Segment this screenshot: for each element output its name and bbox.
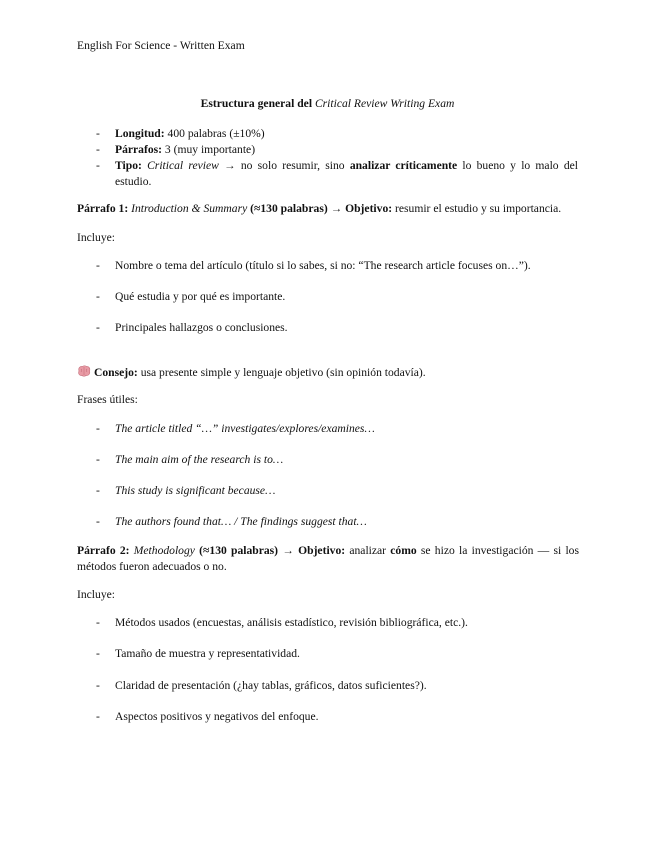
paragraphs-value: 3 (muy importante) [162, 143, 256, 156]
p2-include-2: Tamaño de muestra y representatividad. [115, 647, 300, 660]
p2-words: (≈130 palabras) [199, 544, 279, 557]
p2-objective-pre: analizar [345, 544, 391, 557]
p1-objective-label: Objetivo: [345, 202, 393, 215]
p2-include-3: Claridad de presentación (¿hay tablas, gráficos, datos suficientes?). [115, 679, 427, 692]
p2-includes-label: Incluye: [77, 588, 115, 601]
p2-objective-label: Objetivo: [298, 544, 346, 557]
type-bold: analizar críticamente [349, 159, 458, 172]
list-dash: - [96, 616, 100, 629]
list-dash: - [96, 679, 100, 692]
p1-words: (≈130 palabras) [250, 202, 328, 215]
title-bold: Estructura general del [200, 97, 315, 110]
page-header: English For Science - Written Exam [77, 39, 245, 52]
p1-include-2: Qué estudia y por qué es importante. [115, 290, 286, 303]
list-dash: - [96, 422, 100, 435]
p2-heading [77, 543, 579, 575]
p2-include-4: Aspectos positivos y negativos del enfoque. [115, 710, 319, 723]
type-label: Tipo: [115, 159, 142, 172]
p2-objective-post: se hizo la investigación — si los métodos fueron adecuados o no. [77, 544, 579, 573]
p1-arrow: → [327, 202, 346, 215]
list-dash: - [96, 127, 100, 140]
p1-include-1: Nombre o tema del artículo (título si lo sabes, si no: “The research article focuses on…”). [115, 259, 531, 272]
list-dash: - [96, 259, 100, 272]
tip-label: Consejo: [94, 366, 138, 379]
title-italic: Critical Review Writing Exam [314, 97, 455, 110]
p1-phrases-label: Frases útiles: [77, 393, 138, 406]
list-dash: - [96, 515, 100, 528]
p1-name: Introduction & Summary [131, 202, 248, 215]
p1-objective: resumir el estudio y su importancia. [392, 202, 562, 215]
brain-icon [77, 365, 91, 377]
p1-label: Párrafo 1: [77, 202, 129, 215]
list-dash: - [96, 453, 100, 466]
p2-include-1: Métodos usados (encuestas, análisis estadístico, revisión bibliográfica, etc.). [115, 616, 468, 629]
p1-include-3: Principales hallazgos o conclusiones. [115, 321, 288, 334]
tip-text: usa presente simple y lenguaje objetivo (sin opinión todavía). [137, 366, 426, 379]
p1-heading [77, 201, 579, 217]
p1-phrase-4: The authors found that… / The findings suggest that… [115, 515, 367, 528]
p2-name: Methodology [133, 544, 195, 557]
type-rest: lo bueno y lo malo del estudio. [115, 159, 578, 188]
list-dash: - [96, 159, 100, 172]
p2-objective-bold: cómo [390, 544, 417, 557]
type-arrow: → no solo resumir, sino [218, 159, 350, 172]
p1-phrase-1: The article titled “…” investigates/explores/examines… [115, 422, 375, 435]
p1-phrase-3: This study is significant because… [115, 484, 276, 497]
document-title [0, 96, 655, 112]
overview-type [96, 158, 578, 190]
list-dash: - [96, 290, 100, 303]
p1-tip [77, 364, 579, 381]
list-dash: - [96, 143, 100, 156]
list-dash: - [96, 710, 100, 723]
list-dash: - [96, 321, 100, 334]
overview-paragraphs [96, 142, 578, 158]
type-italic: Critical review [147, 159, 219, 172]
p2-label: Párrafo 2: [77, 544, 130, 557]
p2-arrow: → [278, 544, 299, 557]
list-dash: - [96, 647, 100, 660]
overview-length [96, 126, 578, 142]
overview-list [96, 126, 578, 190]
length-label: Longitud: [115, 127, 165, 140]
p1-includes-label: Incluye: [77, 231, 115, 244]
paragraphs-label: Párrafos: [115, 143, 162, 156]
list-dash: - [96, 484, 100, 497]
p1-phrase-2: The main aim of the research is to… [115, 453, 284, 466]
length-value: 400 palabras (±10%) [164, 127, 265, 140]
